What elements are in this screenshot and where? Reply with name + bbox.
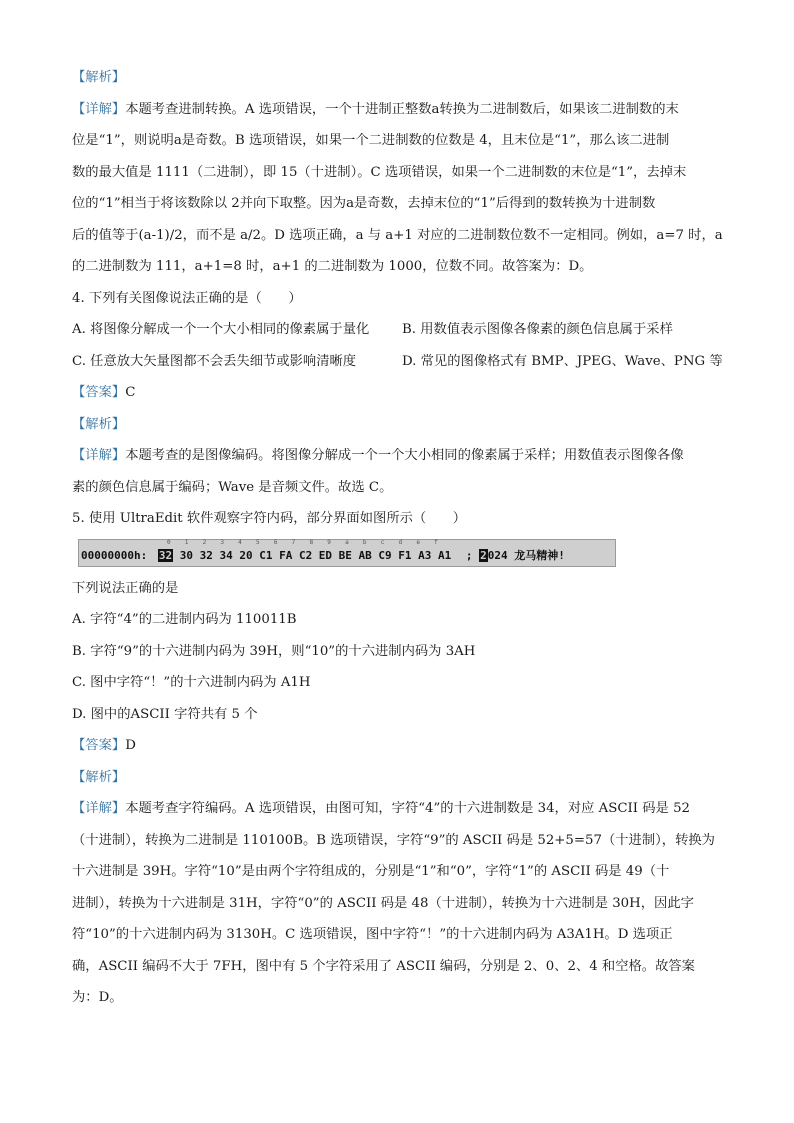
section-tag: 【解析】 [72,769,126,785]
section-tag: 【解析】 [72,416,126,432]
section-tag: 【答案】 [72,738,126,753]
hex-text-cursor-char: 2 [480,548,487,562]
section-tag: 【答案】 [72,385,126,400]
q5-detail-line-6: 确，ASCII 编码不大于 7FH，图中有 5 个字符采用了 ASCII 编码，分别是 2、0、2、4 和空格。故答案 [72,958,695,974]
prev-detail-line-1: 【详解】本题考查进制转换。A 选项错误，一个十进制正整数a转换为二进制数后，如果该二进制数的末 [72,101,679,117]
prev-detail-line-4: 位的“1”相当于将该数除以 2并向下取整。因为a是奇数，去掉末位的“1”后得到的数转换为十进制数 [72,196,656,211]
q5-answer: 【答案】D [72,738,136,753]
prev-detail-line-5: 后的值等于(a-1)/2，而不是 a/2。D 选项正确，a 与 a+1 对应的二进制数位数不一定相同。例如，a=7 时，a [72,227,723,243]
hex-text: 024 龙马精神! [487,548,565,562]
q4-answer: 【答案】C [72,385,136,400]
q4-option-c: C. 任意放大矢量图都不会丢失细节或影响清晰度 [72,353,357,369]
prev-analysis-label [72,62,724,94]
q5-prompt: 下列说法正确的是 [72,580,179,596]
q5-detail-line-4: 进制），转换为十六进制是 31H，字符“0”的 ASCII 码是 48（十进制），转换为十六进制是 30H，因此字 [72,895,694,911]
section-tag: 【详解】 [72,448,126,463]
section-tag: 【详解】 [72,801,126,816]
q4-analysis-label [72,409,724,441]
q4-option-d: D. 常见的图像格式有 BMP、JPEG、Wave、PNG 等 [402,353,723,369]
q4-options-row-1 [72,314,724,346]
q5-stem: 5. 使用 UltraEdit 软件观察字符内码，部分界面如图所示（ ） [72,511,467,526]
q4-option-b: B. 用数值表示图像各像素的颜色信息属于采样 [402,322,673,337]
q4-detail-line-1: 【详解】本题考查的是图像编码。将图像分解成一个一个大小相同的像素属于采样；用数值表示图像各像 [72,448,684,463]
q5-detail-line-1: 【详解】本题考查字符编码。A 选项错误，由图可知，字符“4”的十六进制数是 34，对应 ASCII 码是 52 [72,801,691,816]
q4-options-row-2 [72,346,724,378]
q5-detail-line-5: 符“10”的十六进制内码为 3130H。C 选项错误，图中字符“！”的十六进制内码为 A3A1H。D 选项正 [72,927,673,942]
hex-editor-strip [78,539,616,567]
document-page [72,62,724,1014]
prev-detail-line-2: 位是“1”，则说明a是奇数。B 选项错误，如果一个二进制数的位数是 4，且末位是“1”，那么该二进制 [72,133,670,148]
q5-option-d: D. 图中的ASCII 字符共有 5 个 [72,706,258,722]
q5-detail-line-3: 十六进制是 39H。字符“10”是由两个字符组成的，分别是“1”和“0”，字符“1”的 ASCII 码是 49（十 [72,864,670,879]
q4-detail-line-2: 素的颜色信息属于编码；Wave 是音频文件。故选 C。 [72,479,393,495]
hex-selected-byte: 32 [158,548,173,562]
hex-column-ruler: 0123456789abcdef [167,538,452,546]
section-tag: 【详解】 [72,101,126,117]
q4-stem: 4. 下列有关图像说法正确的是（ ） [72,290,302,306]
q5-detail-line-2: （十进制），转换为二进制是 110100B。B 选项错误，字符“9”的 ASCII 码是 52+5=57（十进制），转换为 [72,832,715,848]
q4-option-a: A. 将图像分解成一个一个大小相同的像素属于量化 [72,322,370,337]
hex-address: 00000000h: [81,548,148,562]
q5-option-a: A. 字符“4”的二进制内码为 110011B [72,612,297,627]
section-tag: 【解析】 [72,70,126,85]
prev-detail-line-6: 的二进制数为 111，a+1=8 时，a+1 的二进制数为 1000，位数不同。故答案为：D。 [72,259,593,274]
hex-row [81,549,565,563]
q5-option-c: C. 图中字符“！”的十六进制内码为 A1H [72,675,311,690]
q5-option-b: B. 字符“9”的十六进制内码为 39H，则“10”的十六进制内码为 3AH [72,643,476,659]
prev-detail-line-3: 数的最大值是 1111（二进制），即 15（十进制）。C 选项错误，如果一个二进制数的末位是“1”，去掉末 [72,164,687,180]
q5-analysis-label [72,762,724,794]
hex-bytes: 30 32 34 20 C1 FA C2 ED BE AB C9 F1 A3 A1 [179,548,452,562]
hex-separator: ; [465,548,473,562]
q5-detail-line-7: 为：D。 [72,990,123,1005]
